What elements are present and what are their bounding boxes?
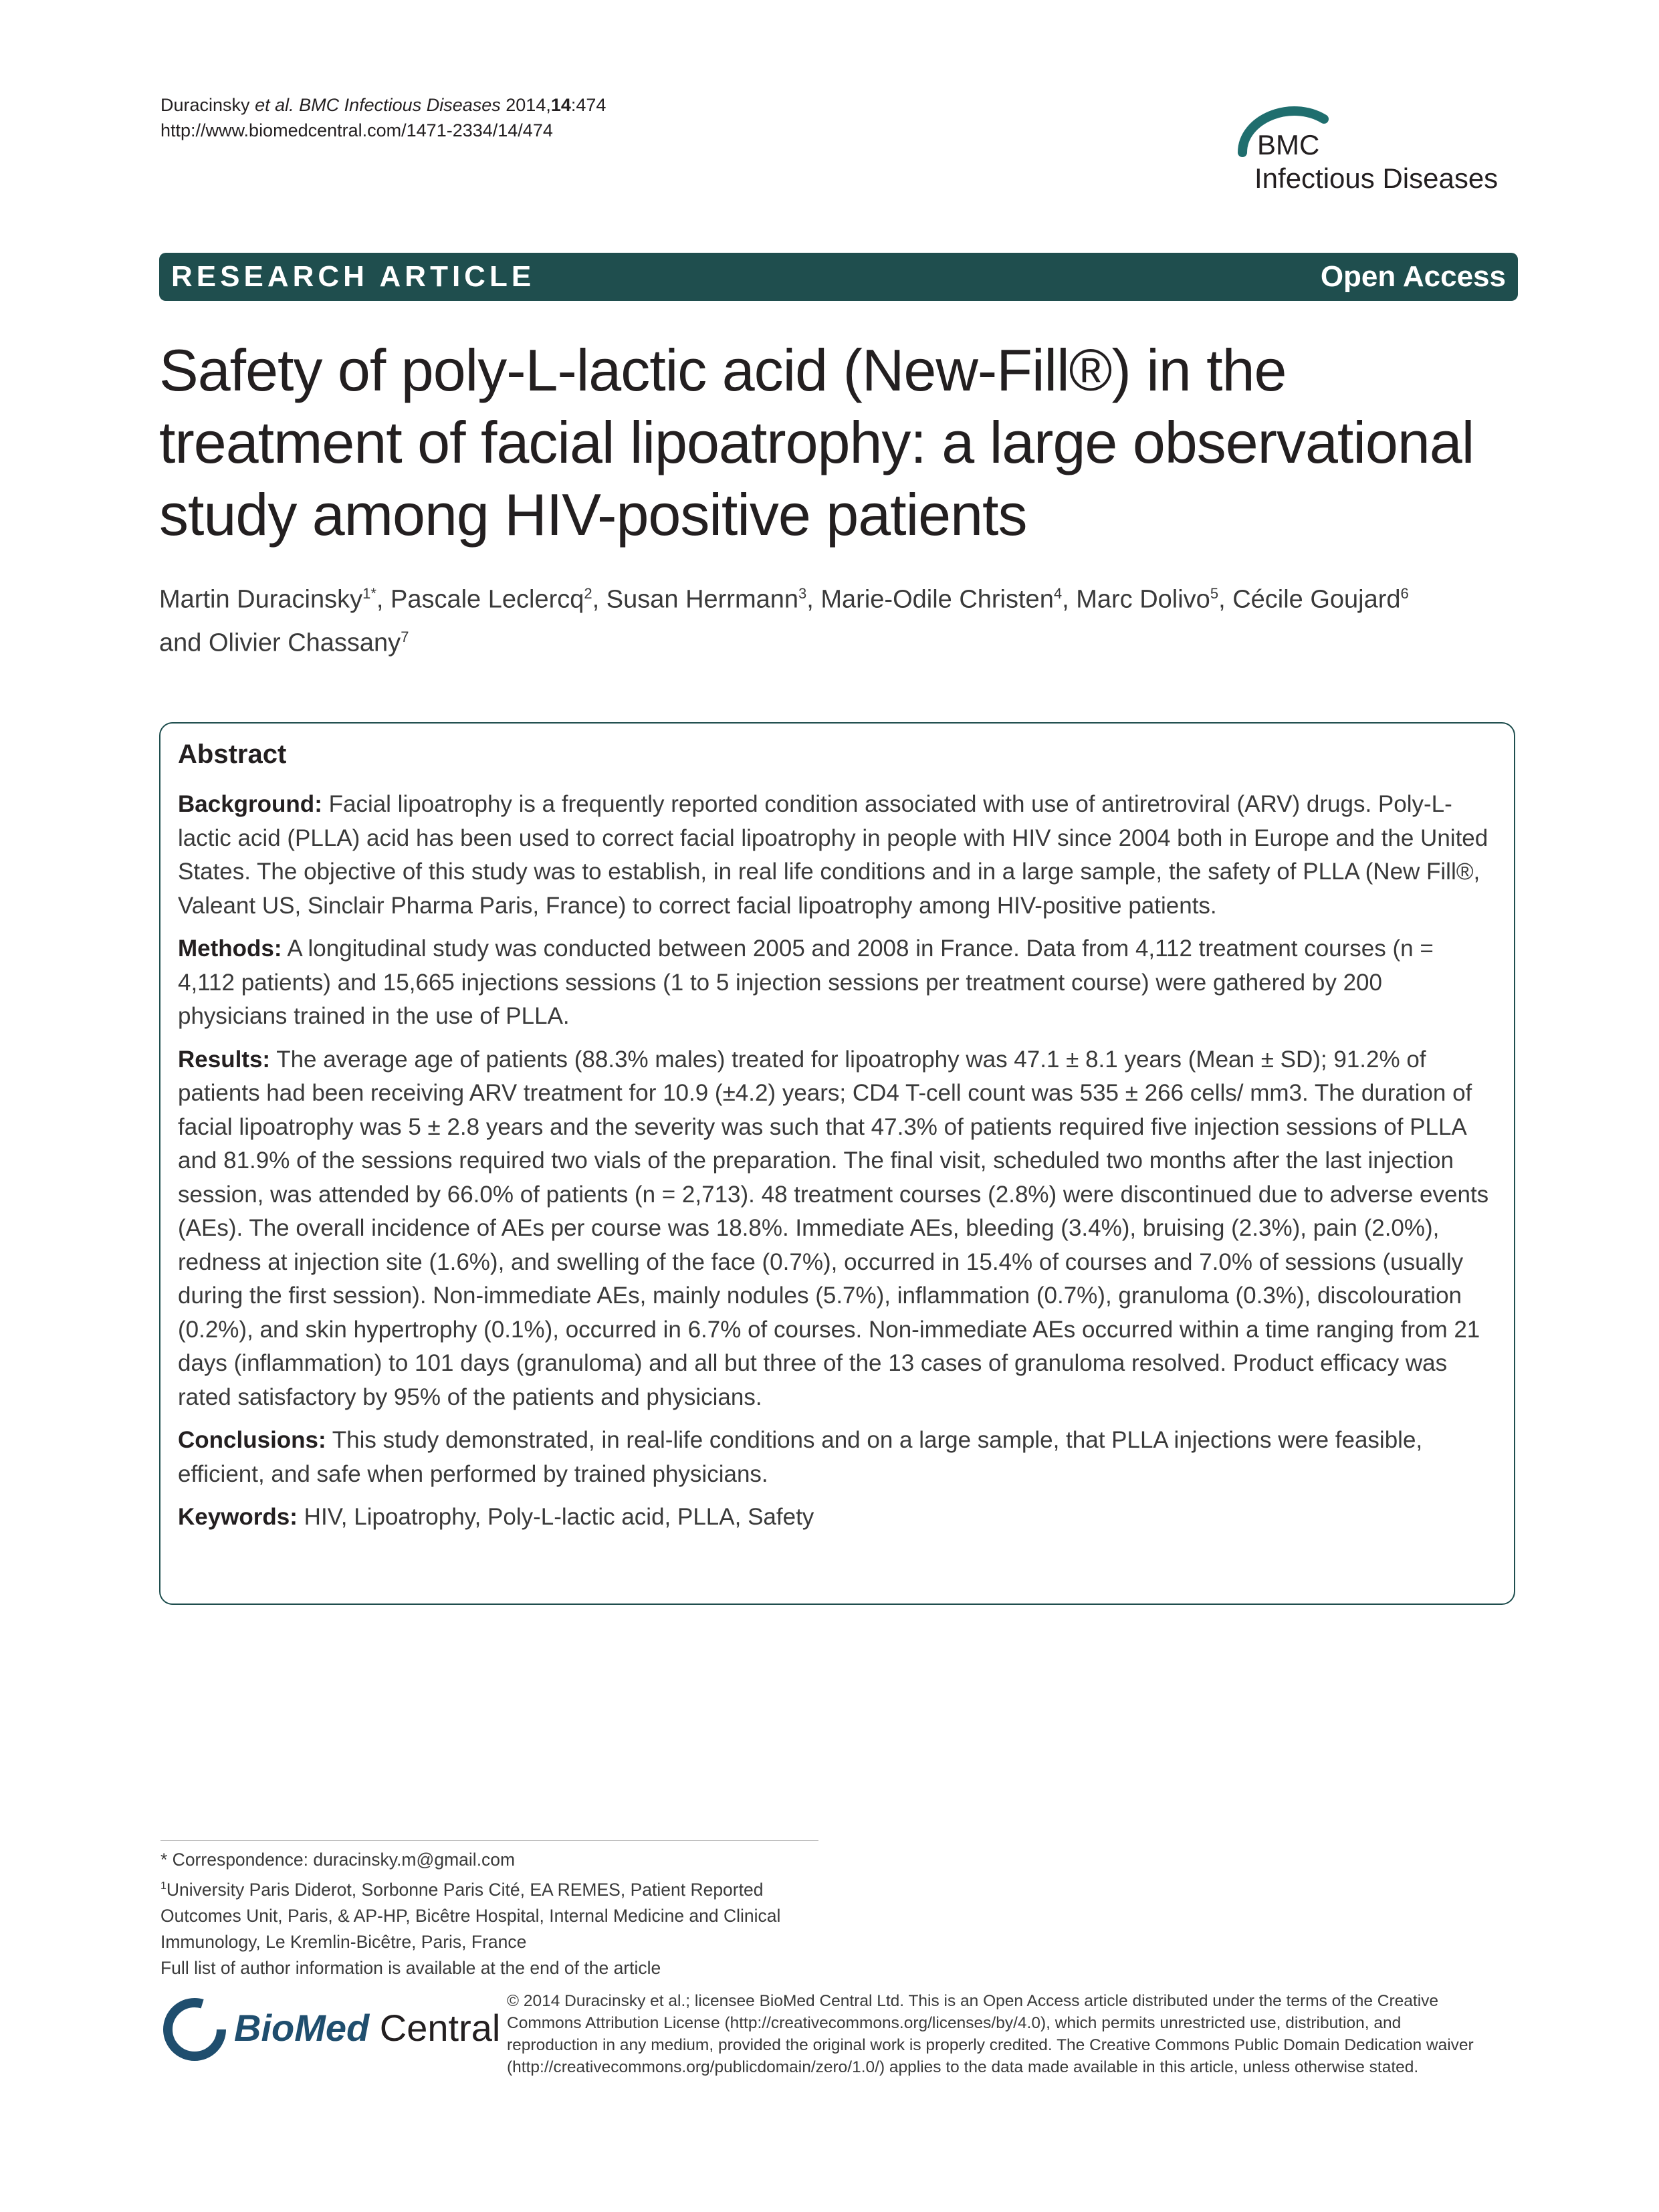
author-affiliation-mark: 6 — [1400, 585, 1409, 602]
author-affiliation-mark: 7 — [401, 628, 409, 645]
section-label: Results: — [178, 1046, 271, 1073]
section-text: A longitudinal study was conducted between 2005 and 2008 in France. Data from 4,112 treatment courses (n = 4,112 patients) and 15,665 injections sessions (1 to 5 injection sessions per treatment course) were gathered by 200 physicians trained in the use of PLLA. — [178, 935, 1434, 1029]
abstract-heading: Abstract — [178, 740, 287, 769]
abstract-methods — [178, 932, 1497, 1034]
correspondence-note: * Correspondence: duracinsky.m@gmail.com — [160, 1850, 516, 1870]
article-type-label: RESEARCH ARTICLE — [171, 260, 536, 293]
journal-logo-line1: BMC — [1257, 129, 1320, 160]
publisher-name-rest: Central — [369, 2007, 501, 2049]
affiliation-mark: 1 — [160, 1880, 167, 1892]
article-type-banner — [159, 253, 1518, 301]
citation-line — [160, 92, 606, 118]
citation-article-number: :474 — [570, 95, 606, 115]
author-name[interactable]: Susan Herrmann — [606, 585, 799, 614]
abstract-conclusions — [178, 1424, 1497, 1491]
abstract-content — [178, 736, 1497, 1544]
author-name[interactable]: Martin Duracinsky — [159, 585, 363, 614]
author-list: Martin Duracinsky$^{1*}$, Pascale Leclercq$^2$, Susan Herrmann$^3$, Marie-Odile Christen$^4$, Marc Dolivo$^5$, Cécile Goujard$^6$ and Olivier Chassany$^7$ — [159, 585, 1409, 657]
footnotes — [160, 1847, 829, 1981]
author-name[interactable]: Pascale Leclercq — [391, 585, 584, 614]
abstract-keywords — [178, 1501, 1497, 1535]
section-text: The average age of patients (88.3% males) treated for lipoatrophy was 47.1 ± 8.1 years (Mean ± SD); 91.2% of patients had been receiving ARV treatment for 10.9 (±4.2) years; CD4 T-cell count was 535 ± 266 cells/ mm3. The duration of facial lipoatrophy was 5 ± 2.8 years and the severity was such that 47.3% of patients required five injection sessions of PLLA and 81.9% of the sessions required two vials of the preparation. The final visit, scheduled two months after the last injection session, was attended by 66.0% of patients (n = 2,713). 48 treatment courses (2.8%) were discontinued due to adverse events (AEs). The overall incidence of AEs per course was 18.8%. Immediate AEs, bleeding (3.4%), bruising (2.3%), pain (2.0%), redness at injection site (1.6%), and swelling of the face (0.7%), occurred in 15.4% of courses and 7.0% of sessions (usually during the first session). Non-immediate AEs, mainly nodules (5.7%), inflammation (0.7%), granuloma (0.3%), discolouration (0.2%), and skin hypertrophy (0.1%), occurred in 6.7% of courses. Non-immediate AEs occurred within a time ranging from 21 days (inflammation) to 101 days (granuloma) and all but three of the 13 cases of granuloma resolved. Product efficacy was rated satisfactory by 95% of the patients and physicians. — [178, 1046, 1489, 1410]
author-name[interactable]: Marc Dolivo — [1076, 585, 1210, 614]
publisher-logo — [158, 1993, 501, 2066]
section-label: Conclusions: — [178, 1427, 326, 1453]
citation-volume: 14 — [550, 95, 571, 115]
affiliation-text: University Paris Diderot, Sorbonne Paris Cité, EA REMES, Patient Reported Outcomes Unit, Paris, & AP-HP, Bicêtre Hospital, Internal Medicine and Clinical Immunology, Le Kremlin-Bicêtre, Paris, France — [160, 1879, 781, 1952]
publisher-name — [234, 2005, 500, 2052]
article-url[interactable]: http://www.biomedcentral.com/1471-2334/14/474 — [160, 120, 553, 140]
affiliation-note — [160, 1873, 829, 1955]
article-title: Safety of poly-L-lactic acid (New-Fill®) in the treatment of facial lipoatrophy: a large observational study among HIV-positive patients — [159, 337, 1474, 548]
author-affiliation-mark: 2 — [584, 585, 592, 602]
journal-logo — [1230, 99, 1525, 206]
citation-authors: Duracinsky — [160, 95, 250, 115]
abstract-box — [159, 722, 1515, 1605]
publisher-name-bold: BioMed — [234, 2007, 370, 2049]
section-text: This study demonstrated, in real-life conditions and on a large sample, that PLLA injections were feasible, efficient, and safe when performed by trained physicians. — [178, 1427, 1423, 1487]
abstract-results — [178, 1043, 1497, 1415]
citation-header — [160, 92, 606, 143]
author-affiliation-mark: 3 — [798, 585, 807, 602]
citation-year: 2014, — [506, 95, 551, 115]
section-label: Methods: — [178, 935, 282, 962]
author-name[interactable]: Marie-Odile Christen — [820, 585, 1054, 614]
section-text: Facial lipoatrophy is a frequently reported condition associated with use of antiretroviral (ARV) drugs. Poly-L-lactic acid (PLLA) acid has been used to correct facial lipoatrophy in people with HIV since 2004 both in Europe and the United States. The objective of this study was to establish, in real life conditions and in a large sample, the safety of PLLA (New Fill®, Valeant US, Sinclair Pharma Paris, France) to correct facial lipoatrophy among HIV-positive patients. — [178, 791, 1488, 919]
section-text: HIV, Lipoatrophy, Poly-L-lactic acid, PLLA, Safety — [304, 1504, 814, 1530]
author-affiliation-mark: 1* — [362, 585, 376, 602]
section-label: Background: — [178, 791, 322, 817]
author-joiner: and — [159, 629, 202, 657]
citation-et-al: et al. — [255, 95, 294, 115]
publisher-logo-ring-icon — [158, 1993, 231, 2066]
author-affiliation-mark: 4 — [1053, 585, 1063, 602]
license-statement: © 2014 Duracinsky et al.; licensee BioMed Central Ltd. This is an Open Access article distributed under the terms of the Creative Commons Attribution License (http://creativecommons.org/licenses/by/4.0), which permits unrestricted use, distribution, and reproduction in any medium, provided the original work is properly credited. The Creative Commons Public Domain Dedication waiver (http://creativecommons.org/publicdomain/zero/1.0/) applies to the data made available in this article, unless otherwise stated. — [507, 1992, 1474, 2076]
abstract-background — [178, 788, 1497, 923]
author-name[interactable]: Olivier Chassany — [208, 629, 401, 657]
open-access-label: Open Access — [1320, 260, 1506, 293]
citation-journal: BMC Infectious Diseases — [299, 95, 501, 115]
author-affiliation-mark: 5 — [1210, 585, 1219, 602]
footnote-divider — [160, 1840, 818, 1841]
author-name[interactable]: Cécile Goujard — [1232, 585, 1401, 614]
full-author-info-note: Full list of author information is available at the end of the article — [160, 1957, 661, 1978]
journal-logo-line2: Infectious Diseases — [1254, 162, 1499, 194]
section-label: Keywords: — [178, 1504, 298, 1530]
